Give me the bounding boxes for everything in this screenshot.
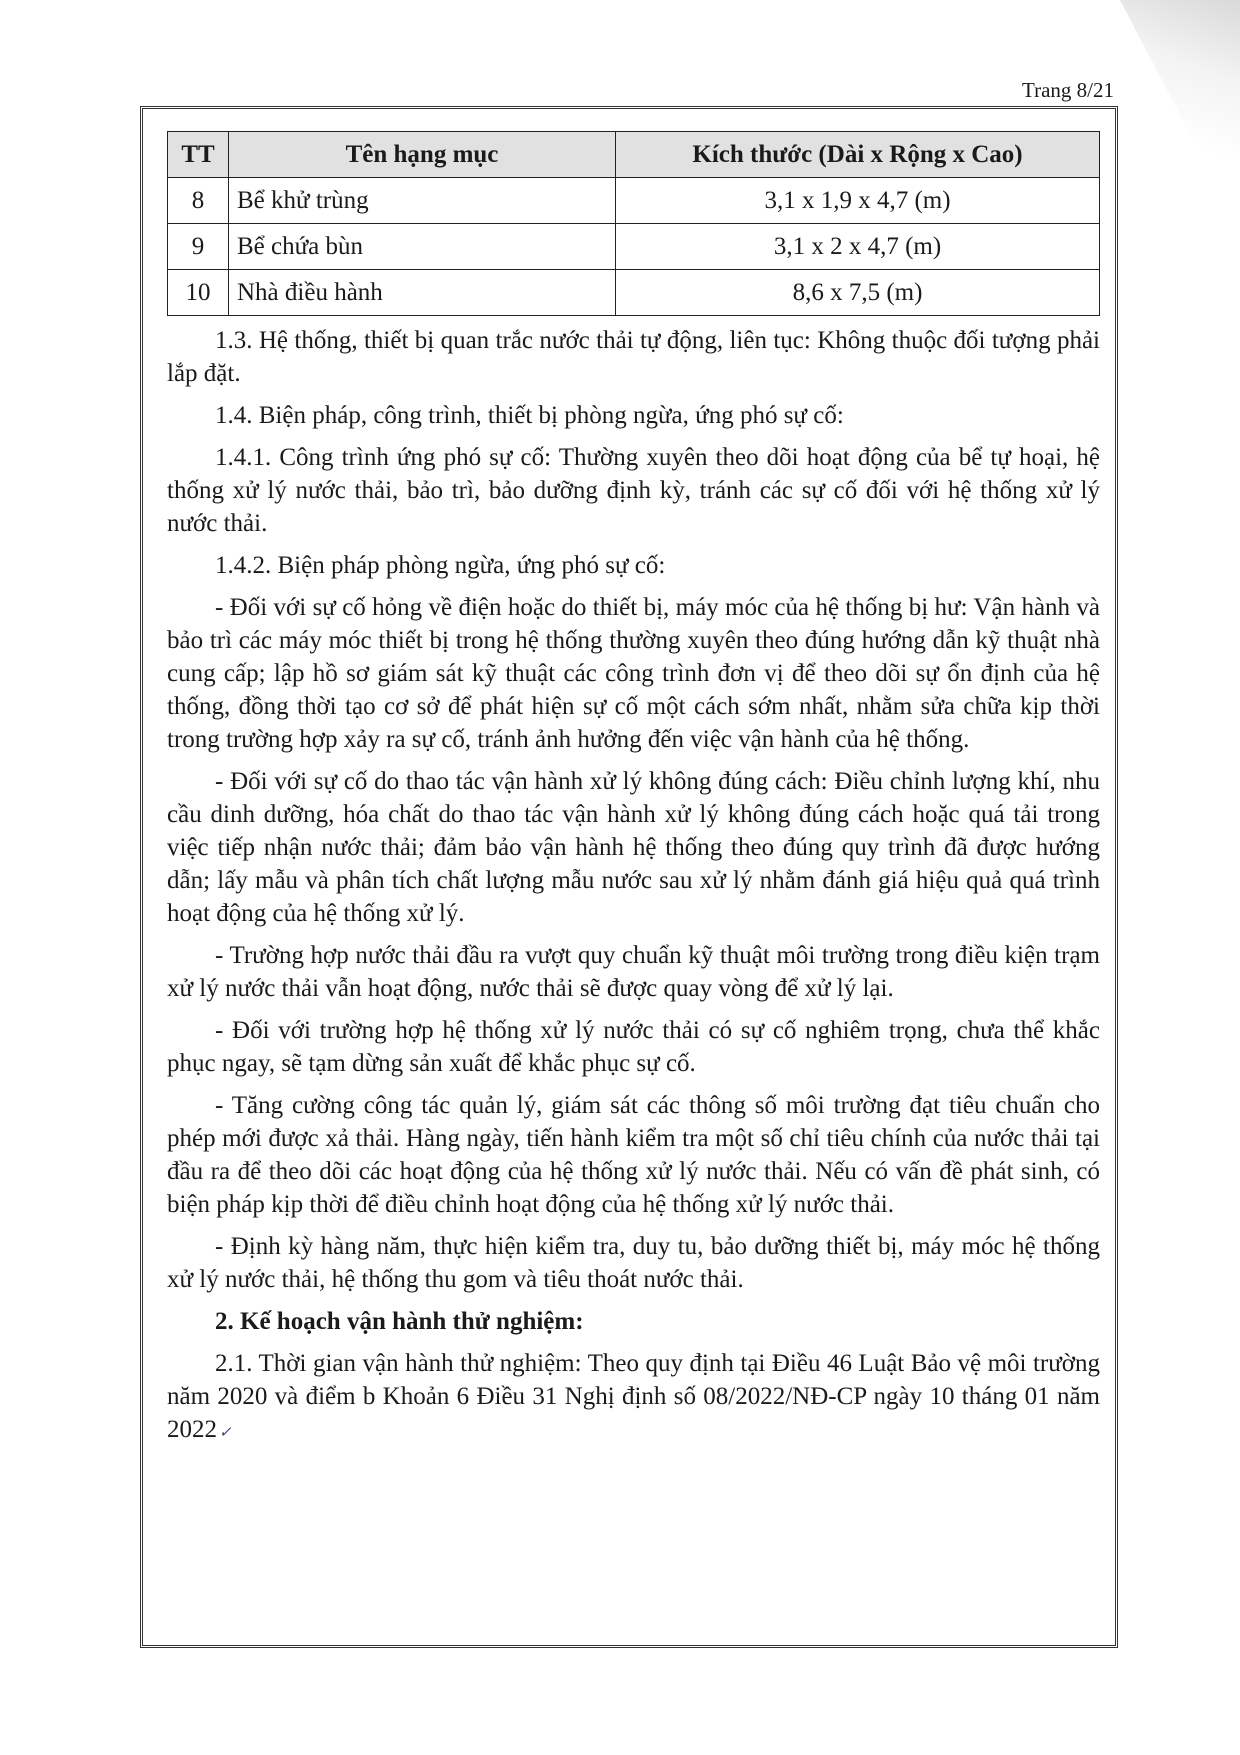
cell-dimensions: 8,6 x 7,5 (m) (616, 270, 1100, 316)
header-dimensions: Kích thước (Dài x Rộng x Cao) (616, 132, 1100, 178)
cell-tt: 8 (168, 178, 229, 224)
paragraph-2-1 (167, 1347, 1100, 1450)
paragraph-operation-error: - Đối với sự cố do thao tác vận hành xử lý không đúng cách: Điều chỉnh lượng khí, nhu cầu dinh dưỡng, hóa chất do thao tác vận hành xử lý không đúng cách hoặc quá tải trong việc tiếp nhận nước thải; đảm bảo vận hành hệ thống theo đúng quy trình đã được hướng dẫn; lấy mẫu và phân tích chất lượng mẫu nước sau xử lý nhằm đánh giá hiệu quả quá trình hoạt động của hệ thống xử lý. (167, 768, 1100, 927)
paragraph-1-4-1: 1.4.1. Công trình ứng phó sự cố: Thường xuyên theo dõi hoạt động của bể tự hoại, hệ thống xử lý nước thải, bảo trì, bảo dưỡng định kỳ, tránh các sự cố đối với hệ thống xử lý nước thải. (167, 444, 1100, 537)
initial-mark: ✓ (219, 1425, 232, 1441)
header-tt: TT (168, 132, 229, 178)
paragraph-2-1-text: 2.1. Thời gian vận hành thử nghiệm: Theo quy định tại Điều 46 Luật Bảo vệ môi trường năm 2020 và điểm b Khoản 6 Điều 31 Nghị định số 08/2022/NĐ-CP ngày 10 tháng 01 năm 2022 (167, 1350, 1100, 1443)
cell-tt: 10 (168, 270, 229, 316)
page-content (167, 131, 1100, 1459)
cell-item-name: Nhà điều hành (229, 270, 616, 316)
section-heading-trial-plan: 2. Kế hoạch vận hành thử nghiệm: (215, 1308, 584, 1335)
paragraph-1-4: 1.4. Biện pháp, công trình, thiết bị phòng ngừa, ứng phó sự cố: (215, 402, 844, 429)
page-number: Trang 8/21 (1022, 78, 1114, 102)
table-row (168, 178, 1100, 224)
table-header-row (168, 132, 1100, 178)
paragraph-serious-incident: - Đối với trường hợp hệ thống xử lý nước thải có sự cố nghiêm trọng, chưa thể khắc phục ngay, sẽ tạm dừng sản xuất để khắc phục sự cố. (167, 1017, 1100, 1077)
table-row (168, 224, 1100, 270)
cell-tt: 9 (168, 224, 229, 270)
paragraph-annual-maintenance: - Định kỳ hàng năm, thực hiện kiểm tra, duy tu, bảo dưỡng thiết bị, máy móc hệ thống xử lý nước thải, hệ thống thu gom và tiêu thoát nước thải. (167, 1233, 1100, 1293)
paragraph-monitoring: - Tăng cường công tác quản lý, giám sát các thông số môi trường đạt tiêu chuẩn cho phép mới được xả thải. Hàng ngày, tiến hành kiểm tra một số chỉ tiêu chính của nước thải tại đầu ra để theo dõi các hoạt động của hệ thống xử lý nước thải. Nếu có vấn đề phát sinh, có biện pháp kịp thời để điều chỉnh hoạt động của hệ thống xử lý nước thải. (167, 1092, 1100, 1218)
paragraph-1-4-2: 1.4.2. Biện pháp phòng ngừa, ứng phó sự cố: (215, 552, 666, 579)
items-table (167, 131, 1100, 316)
cell-item-name: Bể khử trùng (229, 178, 616, 224)
folded-page-corner (1120, 0, 1240, 230)
paragraph-electrical-failure: - Đối với sự cố hỏng về điện hoặc do thiết bị, máy móc của hệ thống bị hư: Vận hành và bảo trì các máy móc thiết bị trong hệ thống thường xuyên theo đúng hướng dẫn kỹ thuật nhà cung cấp; lập hồ sơ giám sát kỹ thuật các công trình đơn vị để theo dõi sự ổn định của hệ thống, đồng thời tạo cơ sở để phát hiện sự cố một cách sớm nhất, nhằm sửa chữa kịp thời trong trường hợp xảy ra sự cố, tránh ảnh hưởng đến việc vận hành của hệ thống. (167, 594, 1100, 753)
page-border-frame (140, 106, 1118, 1648)
paragraph-1-3: 1.3. Hệ thống, thiết bị quan trắc nước thải tự động, liên tục: Không thuộc đối tượng phải lắp đặt. (167, 327, 1100, 387)
paragraph-effluent-exceed: - Trường hợp nước thải đầu ra vượt quy chuẩn kỹ thuật môi trường trong điều kiện trạm xử lý nước thải vẫn hoạt động, nước thải sẽ được quay vòng để xử lý lại. (167, 942, 1100, 1002)
cell-dimensions: 3,1 x 2 x 4,7 (m) (616, 224, 1100, 270)
cell-item-name: Bể chứa bùn (229, 224, 616, 270)
header-item-name: Tên hạng mục (229, 132, 616, 178)
cell-dimensions: 3,1 x 1,9 x 4,7 (m) (616, 178, 1100, 224)
table-row (168, 270, 1100, 316)
body-text (167, 324, 1100, 1450)
